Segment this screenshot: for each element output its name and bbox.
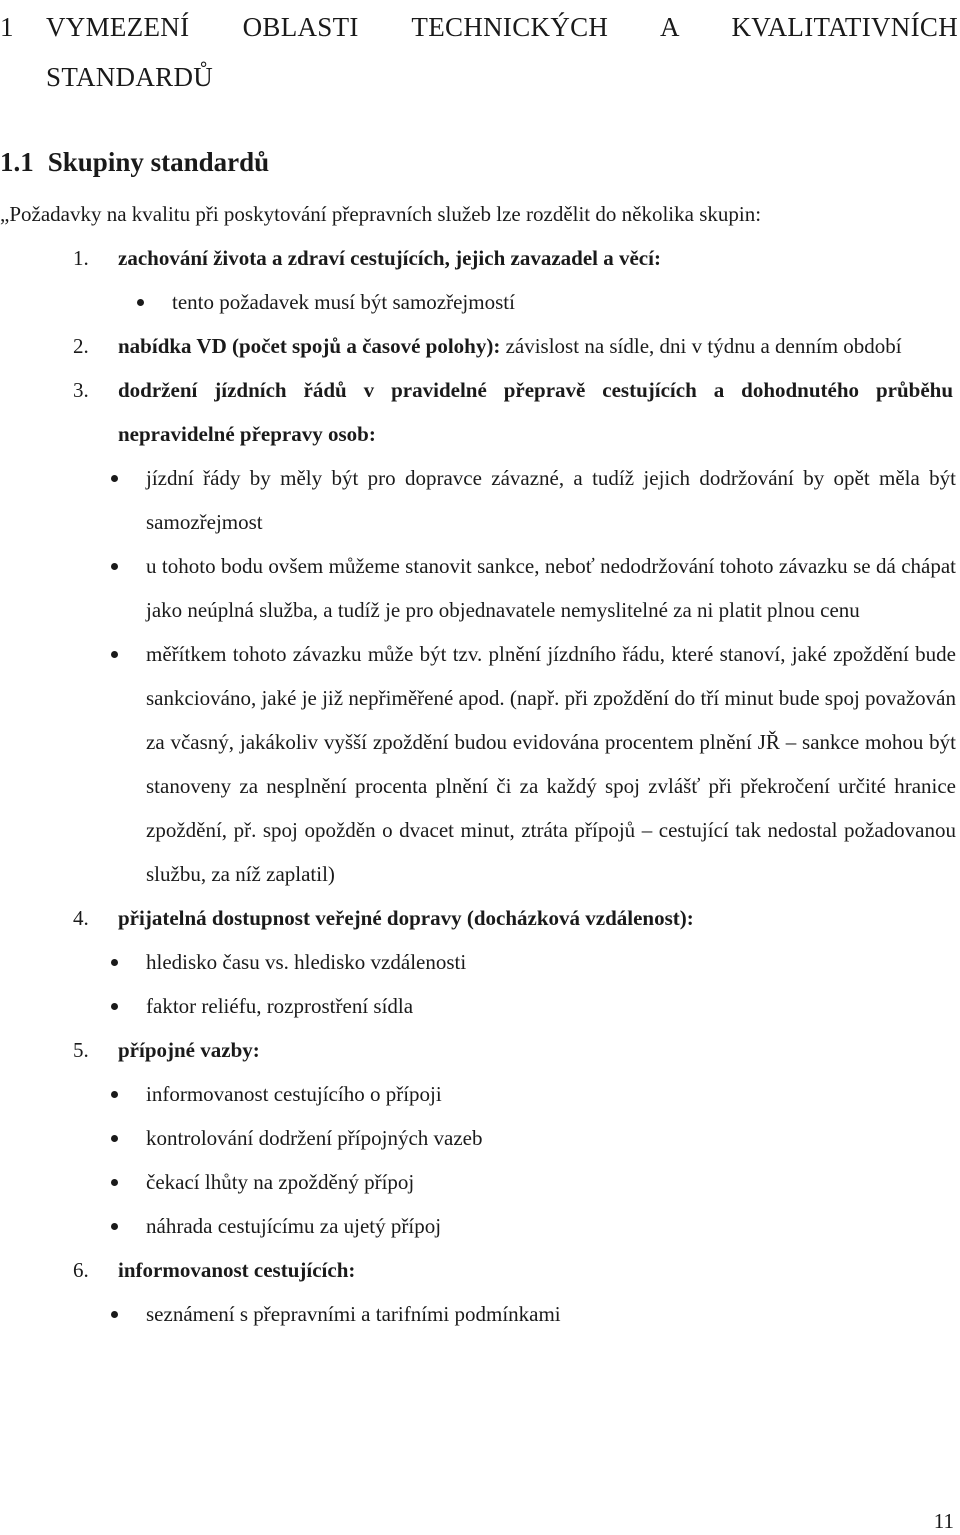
bullet-item <box>118 1160 958 1204</box>
list-item <box>0 236 958 324</box>
bullet-text: čekací lhůty na zpožděný přípoj <box>146 1170 415 1194</box>
bullet-item <box>118 1292 958 1336</box>
bullet-list <box>118 1292 958 1336</box>
item-number: 4. <box>73 906 89 930</box>
bullet-item <box>144 280 958 324</box>
item-label: přípojné vazby: <box>118 1038 260 1062</box>
bullet-text: hledisko času vs. hledisko vzdálenosti <box>146 950 467 974</box>
item-label: zachování života a zdraví cestujících, jejich zavazadel a věcí: <box>118 246 661 270</box>
bullet-text: měřítkem tohoto závazku může být tzv. plnění jízdního řádu, které stanoví, jaké zpoždění bude sankciováno, jaké je již nepřiměřené apod. (např. při zpoždění do tří minut bude spoj považován za včasný, jakákoliv vyšší zpoždění budou evidována procentem plnění JŘ – sankce mohou být stanoveny za nesplnění procenta plnění či za každý spoj zvlášť při překročení určité hranice zpoždění, př. spoj opožděn o dvacet minut, ztráta přípojů – cestující tak nedostal požadovanou službu, za níž zaplatil) <box>146 642 956 886</box>
bullet-item <box>118 544 956 632</box>
list-item <box>0 324 958 368</box>
list-item <box>0 1028 958 1248</box>
bullet-icon <box>111 563 118 570</box>
list-item <box>0 368 958 896</box>
bullet-text: náhrada cestujícímu za ujetý přípoj <box>146 1214 442 1238</box>
section-title: Skupiny standardů <box>47 147 270 177</box>
bullet-text: informovanost cestujícího o přípoji <box>146 1082 442 1106</box>
item-text <box>118 368 953 456</box>
item-label: přijatelná dostupnost veřejné dopravy (docházková vzdálenost): <box>118 906 694 930</box>
bullet-icon <box>111 1091 118 1098</box>
bullet-list <box>118 280 958 324</box>
bullet-list <box>118 456 956 896</box>
bullet-item <box>118 456 956 544</box>
bullet-item <box>118 1072 958 1116</box>
item-text <box>118 324 953 368</box>
bullet-icon <box>111 1311 118 1318</box>
bullet-item <box>118 1116 958 1160</box>
item-label: dodržení jízdních řádů v pravidelné přepravě cestujících a dohodnutého průběhu nepravidelné přepravy osob: <box>118 378 953 446</box>
bullet-item <box>118 1204 958 1248</box>
chapter-number: 1 <box>0 12 14 42</box>
section-heading <box>0 140 269 184</box>
bullet-icon <box>111 475 118 482</box>
bullet-text: seznámení s přepravními a tarifními podmínkami <box>146 1302 561 1326</box>
bullet-icon <box>111 1135 118 1142</box>
bullet-item <box>118 632 956 896</box>
item-rest: závislost na sídle, dni v týdnu a denním období <box>500 334 902 358</box>
section-number: 1.1 <box>0 147 34 177</box>
bullet-icon <box>111 1003 118 1010</box>
list-item <box>0 1248 958 1336</box>
item-number: 1. <box>73 246 89 270</box>
item-number: 6. <box>73 1258 89 1282</box>
bullet-item <box>118 984 958 1028</box>
list-item <box>0 896 958 1028</box>
bullet-icon <box>111 959 118 966</box>
bullet-text: tento požadavek musí být samozřejmostí <box>172 290 515 314</box>
page-number: 11 <box>933 1509 954 1533</box>
item-text <box>118 236 958 280</box>
item-label: nabídka VD (počet spojů a časové polohy): <box>118 334 501 358</box>
chapter-title-line-2: STANDARDŮ <box>46 62 214 92</box>
bullet-icon <box>111 651 118 658</box>
bullet-text: kontrolování dodržení přípojných vazeb <box>146 1126 483 1150</box>
item-number: 5. <box>73 1038 89 1062</box>
bullet-text: jízdní řády by měly být pro dopravce závazné, a tudíž jejich dodržování by opět měla být samozřejmost <box>146 466 956 534</box>
bullet-icon <box>137 299 144 306</box>
bullet-text: faktor reliéfu, rozprostření sídla <box>146 994 414 1018</box>
item-label: informovanost cestujících: <box>118 1258 356 1282</box>
standards-list <box>0 236 958 1336</box>
bullet-icon <box>111 1179 118 1186</box>
bullet-text: u tohoto bodu ovšem můžeme stanovit sankce, neboť nedodržování tohoto závazku se dá chápat jako neúplná služba, a tudíž je pro objednavatele nemyslitelné za ni platit plnou cenu <box>146 554 956 622</box>
bullet-item <box>118 940 958 984</box>
bullet-list <box>118 940 958 1028</box>
bullet-icon <box>111 1223 118 1230</box>
bullet-list <box>118 1072 958 1248</box>
intro-paragraph: „Požadavky na kvalitu při poskytování přepravních služeb lze rozdělit do několika skupin: <box>0 202 762 226</box>
item-text <box>118 1028 958 1072</box>
item-text <box>118 896 958 940</box>
item-number: 2. <box>73 334 89 358</box>
item-number: 3. <box>73 378 89 402</box>
item-text <box>118 1248 958 1292</box>
chapter-title-line-1: VYMEZENÍ OBLASTI TECHNICKÝCH A KVALITATIVNÍCH <box>46 12 958 42</box>
